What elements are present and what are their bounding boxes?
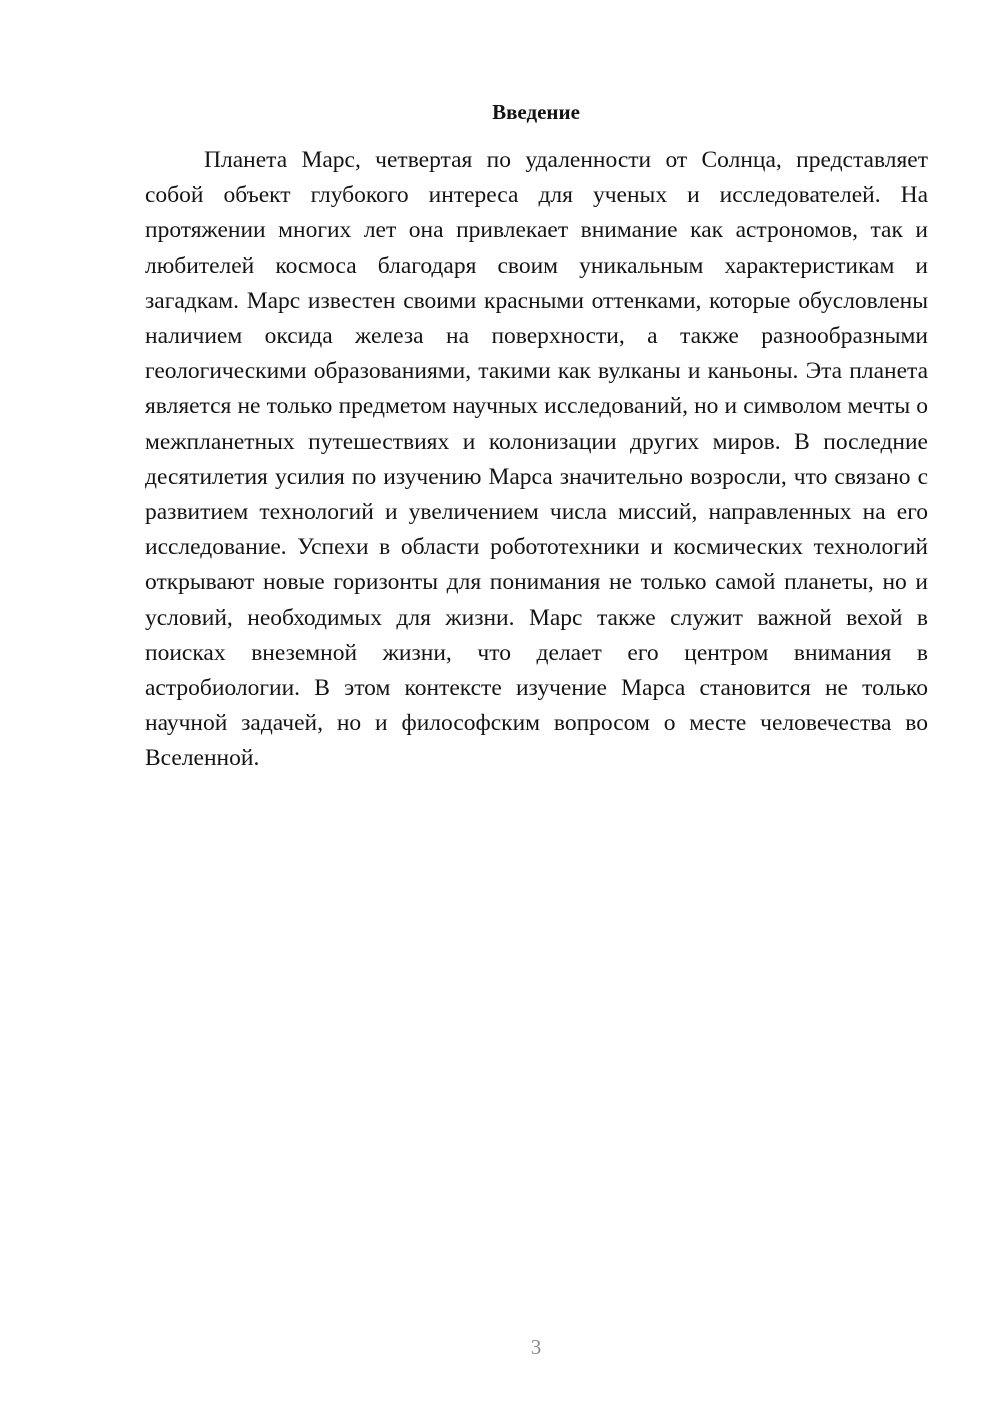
page-number: 3 — [530, 1335, 542, 1359]
section-heading: Введение — [492, 100, 580, 124]
body-paragraph: Планета Марс, четвертая по удаленности от Солнца, представляет собой объект глубокого интереса для ученых и исследователей. На протяжении многих лет она привлекает внимание как астрономов, так и любителей космоса благодаря своим уникальным характеристикам и загадкам. Марс известен своими красными оттенками, которые обусловлены наличием оксида железа на поверхности, а также разнообразными геологическими образованиями, такими как вулканы и каньоны. Эта планета является не только предметом научных исследований, но и символом мечты о межпланетных путешествиях и колонизации других миров. В последние десятилетия усилия по изучению Марса значительно возросли, что связано с развитием технологий и увеличением числа миссий, направленных на его исследование. Успехи в области робототехники и космических технологий открывают новые горизонты для понимания не только самой планеты, но и условий, необходимых для жизни. Марс также служит важной вехой в поисках внеземной жизни, что делает его центром внимания в астробиологии. В этом контексте изучение Марса становится не только научной задачей, но и философским вопросом о месте человечества во Вселенной. — [145, 147, 928, 772]
